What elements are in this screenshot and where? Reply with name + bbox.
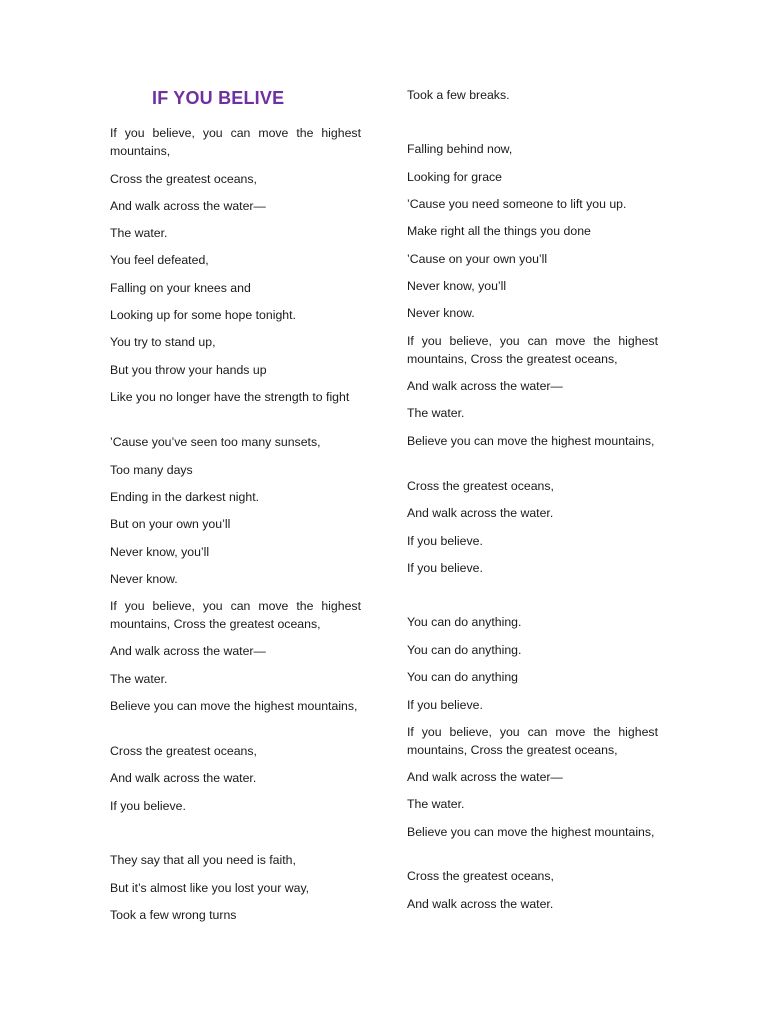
lyric-line: They say that all you need is faith, bbox=[110, 853, 296, 867]
lyric-line: If you believe. bbox=[407, 698, 483, 712]
lyric-line: Like you no longer have the strength to fight bbox=[110, 390, 350, 404]
lyric-line: ’Cause on your own you’ll bbox=[407, 252, 548, 266]
document-title: IF YOU BELIVE bbox=[152, 88, 285, 108]
lyric-line: Falling on your knees and bbox=[110, 281, 251, 295]
lyric-line: And walk across the water— bbox=[407, 770, 563, 784]
lyric-line: Looking for grace bbox=[407, 170, 503, 184]
lyric-line: If you believe, you can move the highest mountains, Cross the greatest oceans, bbox=[407, 334, 658, 366]
lyric-line: Ending in the darkest night. bbox=[110, 490, 260, 504]
lyric-line: ’Cause you’ve seen too many sunsets, bbox=[110, 435, 321, 449]
lyric-line: ’Cause you need someone to lift you up. bbox=[407, 197, 627, 211]
lyric-line: Cross the greatest oceans, bbox=[407, 869, 554, 883]
lyric-line: Falling behind now, bbox=[407, 142, 513, 156]
lyric-line: You can do anything bbox=[407, 670, 518, 684]
lyric-line: Cross the greatest oceans, bbox=[407, 479, 554, 493]
lyric-line: Never know. bbox=[110, 572, 178, 586]
lyric-line: Took a few wrong turns bbox=[110, 908, 237, 922]
lyric-line: You can do anything. bbox=[407, 615, 522, 629]
lyric-line: But on your own you’ll bbox=[110, 517, 231, 531]
lyric-line: And walk across the water. bbox=[110, 771, 257, 785]
lyric-line: Took a few breaks. bbox=[407, 88, 510, 102]
lyric-line: If you believe, you can move the highest mountains, bbox=[110, 126, 361, 158]
lyric-line: The water. bbox=[110, 672, 168, 686]
lyric-line: Believe you can move the highest mountains, bbox=[407, 825, 655, 839]
lyric-line: If you believe. bbox=[110, 799, 186, 813]
lyric-line: But it’s almost like you lost your way, bbox=[110, 881, 310, 895]
lyric-line: If you believe, you can move the highest mountains, Cross the greatest oceans, bbox=[110, 599, 361, 631]
lyric-line: Make right all the things you done bbox=[407, 224, 591, 238]
lyric-line: If you believe, you can move the highest mountains, Cross the greatest oceans, bbox=[407, 725, 658, 757]
lyric-line: The water. bbox=[407, 797, 465, 811]
lyric-line: Believe you can move the highest mountains, bbox=[407, 434, 655, 448]
lyric-line: If you believe. bbox=[407, 561, 483, 575]
lyric-line: The water. bbox=[110, 226, 168, 240]
lyric-line: And walk across the water. bbox=[407, 897, 554, 911]
lyric-line: You feel defeated, bbox=[110, 253, 209, 267]
lyric-line: And walk across the water— bbox=[110, 644, 266, 658]
lyric-line: And walk across the water— bbox=[407, 379, 563, 393]
lyric-line: Cross the greatest oceans, bbox=[110, 172, 257, 186]
lyric-line: Never know. bbox=[407, 306, 475, 320]
lyric-line: If you believe. bbox=[407, 534, 483, 548]
lyric-line: And walk across the water— bbox=[110, 199, 266, 213]
lyric-line: And walk across the water. bbox=[407, 506, 554, 520]
lyric-line: Too many days bbox=[110, 463, 193, 477]
lyric-line: You try to stand up, bbox=[110, 335, 216, 349]
lyric-line: You can do anything. bbox=[407, 643, 522, 657]
lyric-line: Cross the greatest oceans, bbox=[110, 744, 257, 758]
lyric-line: Believe you can move the highest mountains, bbox=[110, 699, 358, 713]
lyric-line: But you throw your hands up bbox=[110, 363, 267, 377]
lyric-line: The water. bbox=[407, 406, 465, 420]
lyric-line: Never know, you’ll bbox=[110, 545, 210, 559]
lyric-line: Looking up for some hope tonight. bbox=[110, 308, 296, 322]
lyric-line: Never know, you’ll bbox=[407, 279, 507, 293]
